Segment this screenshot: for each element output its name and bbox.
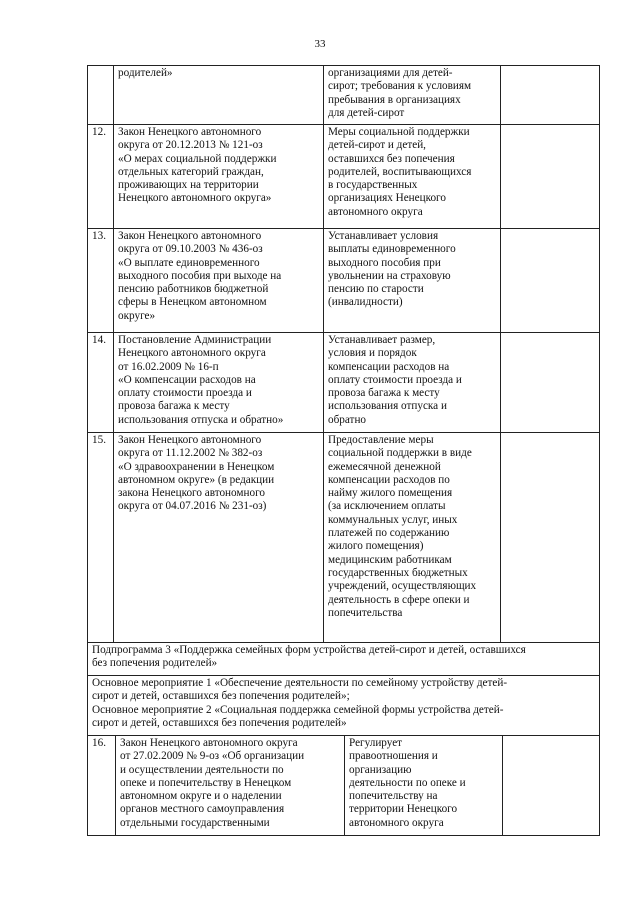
notes-cell: [501, 66, 599, 124]
table-row: [87, 736, 600, 836]
table-row: [87, 333, 600, 433]
description-cell: Регулирует правоотношения и организацию деятельности по опеке и попечительству на территории Ненецкого автономного округа: [345, 736, 503, 835]
row-number: 12.: [88, 125, 114, 228]
row-number: 14.: [88, 333, 114, 432]
law-cell: Закон Ненецкого автономного округа от 27.02.2009 № 9-оз «Об организации и осуществлении деятельности по опеке и попечительству в Ненецком автономном округе и о наделении органов местного самоуправления отдельными государственными: [116, 736, 345, 835]
row-number: 16.: [88, 736, 116, 835]
law-cell: Закон Ненецкого автономного округа от 11.12.2002 № 382-оз «О здравоохранении в Ненецком автономном округе» (в редакции закона Ненецкого автономного округа от 04.07.2016 № 231-оз): [114, 433, 324, 642]
description-cell: Предоставление меры социальной поддержки в виде ежемесячной денежной компенсации расходов по найму жилого помещения (за исключением оплаты коммунальных услуг, иных платежей по содержанию жилого помещения) медицинским работникам государственных бюджетных учреждений, осуществляющих деятельность в сфере опеки и попечительства: [324, 433, 501, 642]
subprogram-row: [87, 643, 600, 676]
description-cell: Устанавливает размер, условия и порядок компенсации расходов на оплату стоимости проезда и провоза багажа к месту использования отпуска и обратно: [324, 333, 501, 432]
law-cell: Закон Ненецкого автономного округа от 20.12.2013 № 121-оз «О мерах социальной поддержки отдельных категорий граждан, проживающих на территории Ненецкого автономного округа»: [114, 125, 324, 228]
notes-cell: [501, 333, 599, 432]
row-number: [88, 66, 114, 124]
row-number: 13.: [88, 229, 114, 332]
notes-cell: [501, 125, 599, 228]
table-row: [87, 65, 600, 125]
law-cell: Постановление Администрации Ненецкого автономного округа от 16.02.2009 № 16-п «О компенсации расходов на оплату стоимости проезда и провоза багажа к месту использования отпуска и обратно»: [114, 333, 324, 432]
table-row: [87, 229, 600, 333]
law-cell: Закон Ненецкого автономного округа от 09.10.2003 № 436-оз «О выплате единовременного выходного пособия при выходе на пенсию работников бюджетной сферы в Ненецком автономном округе»: [114, 229, 324, 332]
description-cell: организациями для детей- сирот; требования к условиям пребывания в организациях для детей-сирот: [324, 66, 501, 124]
subprogram-title: Подпрограмма 3 «Поддержка семейных форм устройства детей-сирот и детей, оставшихся без попечения родителей»: [92, 644, 526, 670]
description-cell: Устанавливает условия выплаты единовременного выходного пособия при увольнении на страховую пенсию по старости (инвалидности): [324, 229, 501, 332]
table-row: [87, 433, 600, 643]
activities-row: [87, 676, 600, 736]
legal-acts-table: [87, 65, 600, 836]
notes-cell: [501, 433, 599, 642]
notes-cell: [503, 736, 599, 835]
law-cell: родителей»: [114, 66, 324, 124]
row-number: 15.: [88, 433, 114, 642]
page-number: 33: [314, 38, 326, 50]
table-row: [87, 125, 600, 229]
description-cell: Меры социальной поддержки детей-сирот и детей, оставшихся без попечения родителей, воспитывающихся в государственных организациях Ненецкого автономного округа: [324, 125, 501, 228]
main-activities: Основное мероприятие 1 «Обеспечение деятельности по семейному устройству детей- сирот и детей, оставшихся без попечения родителей»; Основное мероприятие 2 «Социальная поддержка семейной формы устройства детей- сирот и детей, оставшихся без попечения родителей»: [92, 677, 508, 729]
notes-cell: [501, 229, 599, 332]
